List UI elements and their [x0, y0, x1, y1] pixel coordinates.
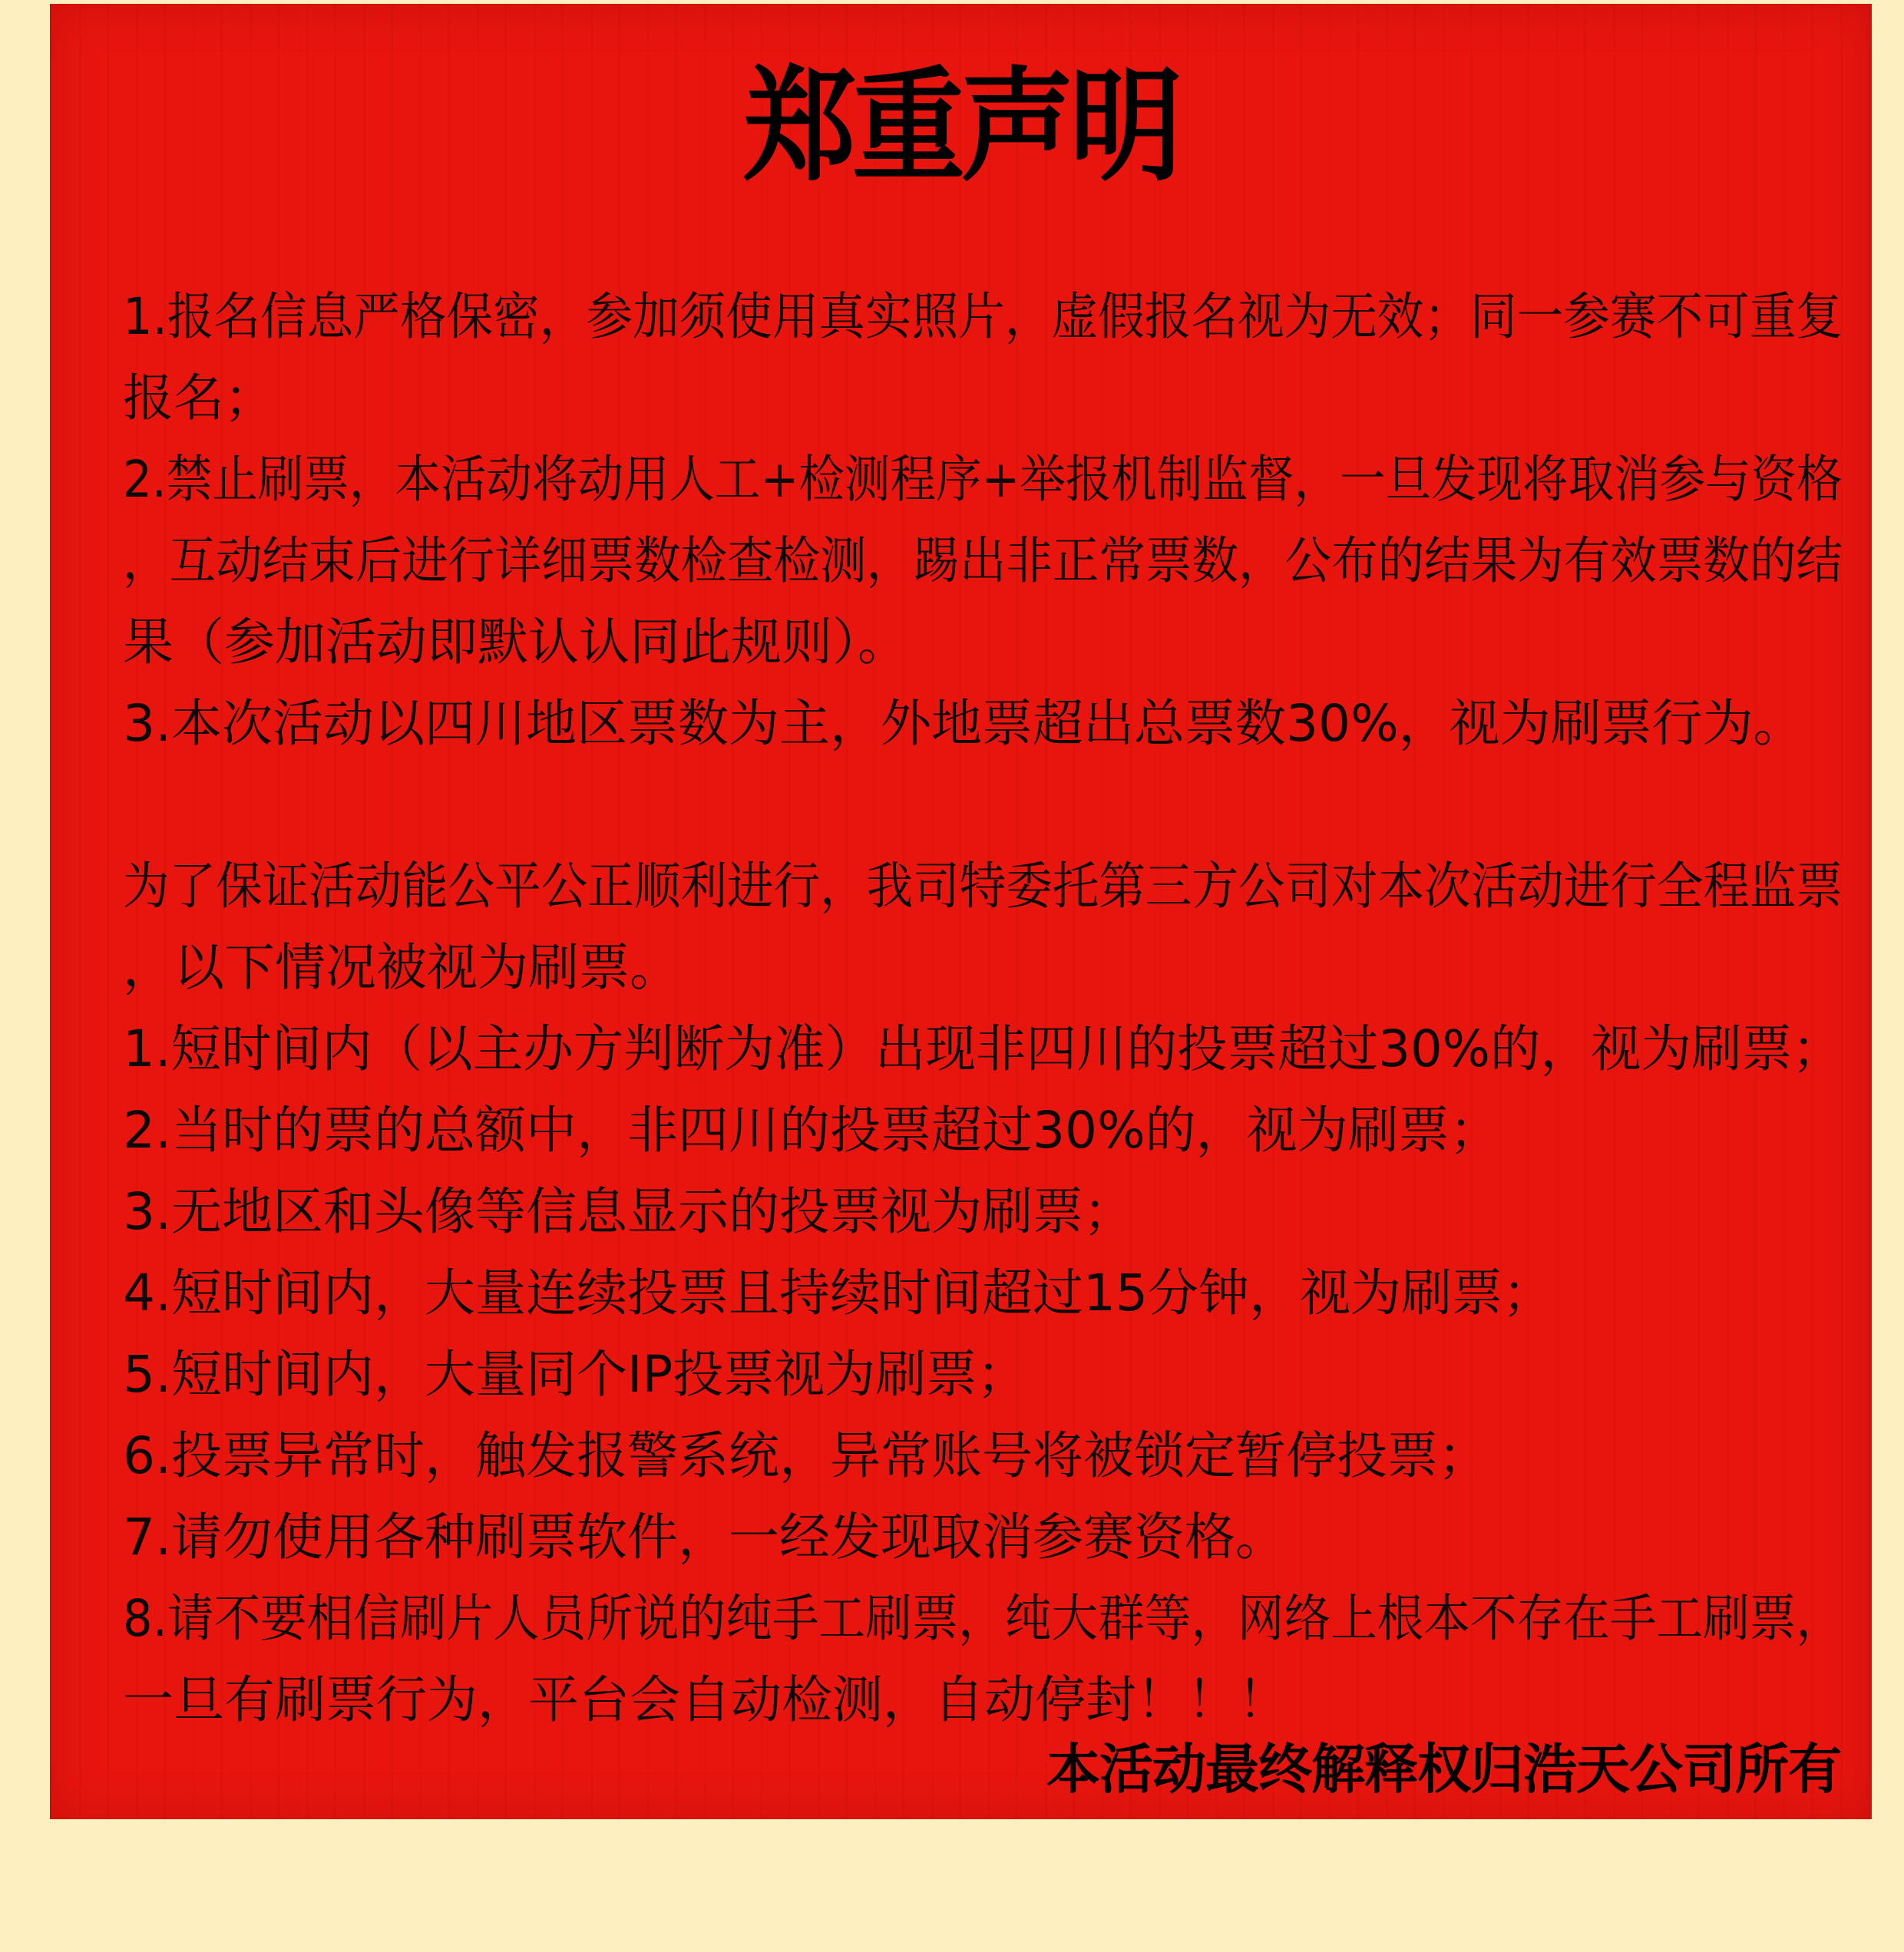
rule-line: 果（参加活动即默认认同此规则）。	[123, 613, 908, 672]
rule-line: ，以下情况被视为刷票。	[123, 938, 680, 997]
rule-line: 3.本次活动以四川地区票数为主，外地票超出总票数30%，视为刷票行为。	[123, 694, 1804, 753]
rule-line: 1.短时间内（以主办方判断为准）出现非四川的投票超过30%的，视为刷票；	[123, 1019, 1843, 1078]
rule-line: 为了保证活动能公平公正顺利进行，我司特委托第三方公司对本次活动进行全程监票	[123, 857, 1843, 916]
rights-statement: 本活动最终解释权归浩天公司所有	[1046, 1737, 1841, 1801]
rule-line: 2.当时的票的总额中，非四川的投票超过30%的，视为刷票；	[123, 1101, 1500, 1160]
rule-line: 1.报名信息严格保密，参加须使用真实照片，虚假报名视为无效；同一参赛不可重复	[123, 287, 1843, 346]
rule-line: 5.短时间内，大量同个IP投票视为刷票；	[123, 1345, 1028, 1404]
rule-line: 3.无地区和头像等信息显示的投票视为刷票；	[123, 1182, 1134, 1241]
rule-line: 8.请不要相信刷片人员所说的纯手工刷票，纯大群等，网络上根本不存在手工刷票，	[123, 1589, 1843, 1648]
rule-line: 4.短时间内，大量连续投票且持续时间超过15分钟，视为刷票；	[123, 1263, 1553, 1323]
rule-line: 一旦有刷票行为，平台会自动检测，自动停封！！！	[123, 1670, 1288, 1729]
section-gap	[123, 765, 1843, 846]
rule-line: 7.请勿使用各种刷票软件，一经发现取消参赛资格。	[123, 1508, 1286, 1567]
rule-line: 报名；	[123, 368, 275, 428]
rule-line: 6.投票异常时，触发报警系统，异常账号将被锁定暂停投票；	[123, 1426, 1489, 1485]
rule-line: ，互动结束后进行详细票数检查检测，踢出非正常票数，公布的结果为有效票数的结	[123, 531, 1843, 590]
page-title: 郑重声明	[743, 54, 1178, 198]
notice-panel	[50, 4, 1872, 1819]
rule-line: 2.禁止刷票，本活动将动用人工+检测程序+举报机制监督，一旦发现将取消参与资格	[123, 450, 1843, 509]
notice-body	[123, 276, 1843, 1741]
